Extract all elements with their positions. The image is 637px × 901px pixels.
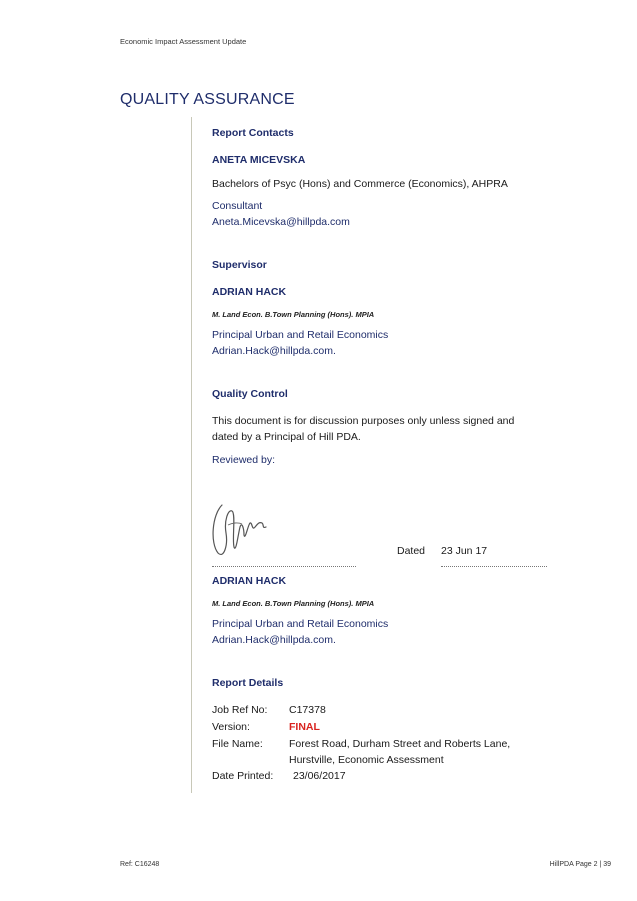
dated-label: Dated [397,545,426,557]
version-value: FINAL [289,721,320,733]
supervisor-qualifications: M. Land Econ. B.Town Planning (Hons). MPIA [212,310,375,319]
qc-statement-line2: dated by a Principal of Hill PDA. [212,431,361,443]
signature-image [208,495,272,559]
reviewer-qualifications: M. Land Econ. B.Town Planning (Hons). MPIA [212,599,375,608]
margin-rule [191,117,192,793]
contact-email: Aneta.Micevska@hillpda.com [212,216,350,228]
file-name-label: File Name: [212,738,263,750]
version-label: Version: [212,721,250,733]
date-printed-value: 23/06/2017 [293,770,346,782]
supervisor-heading: Supervisor [212,259,267,271]
contact-qualifications: Bachelors of Psyc (Hons) and Commerce (Economics), AHPRA [212,178,508,190]
report-details-heading: Report Details [212,677,284,689]
dated-value: 23 Jun 17 [441,545,488,557]
job-ref-value: C17378 [289,704,326,716]
job-ref-label: Job Ref No: [212,704,268,716]
date-printed-label: Date Printed: [212,770,274,782]
reviewer-email: Adrian.Hack@hillpda.com. [212,634,336,646]
footer-page-number: HillPDA Page 2 | 39 [549,861,611,868]
footer-ref: Ref: C16248 [120,861,160,868]
header-doc-title: Economic Impact Assessment Update [120,37,247,46]
quality-control-heading: Quality Control [212,388,288,400]
reviewer-role: Principal Urban and Retail Economics [212,618,389,630]
supervisor-name: ADRIAN HACK [212,286,287,298]
supervisor-email: Adrian.Hack@hillpda.com. [212,345,336,357]
reviewer-name: ADRIAN HACK [212,575,287,587]
supervisor-role: Principal Urban and Retail Economics [212,329,389,341]
contact-role: Consultant [212,200,263,212]
page-title: QUALITY ASSURANCE [120,91,295,108]
signature-line [212,566,356,567]
qc-statement-line1: This document is for discussion purposes only unless signed and [212,415,515,427]
date-line [441,566,547,567]
report-contacts-heading: Report Contacts [212,127,294,139]
file-name-line2: Hurstville, Economic Assessment [289,754,444,766]
file-name-line1: Forest Road, Durham Street and Roberts Lane, [289,738,511,750]
reviewed-by-label: Reviewed by: [212,454,276,466]
contact-name: ANETA MICEVSKA [212,154,306,166]
